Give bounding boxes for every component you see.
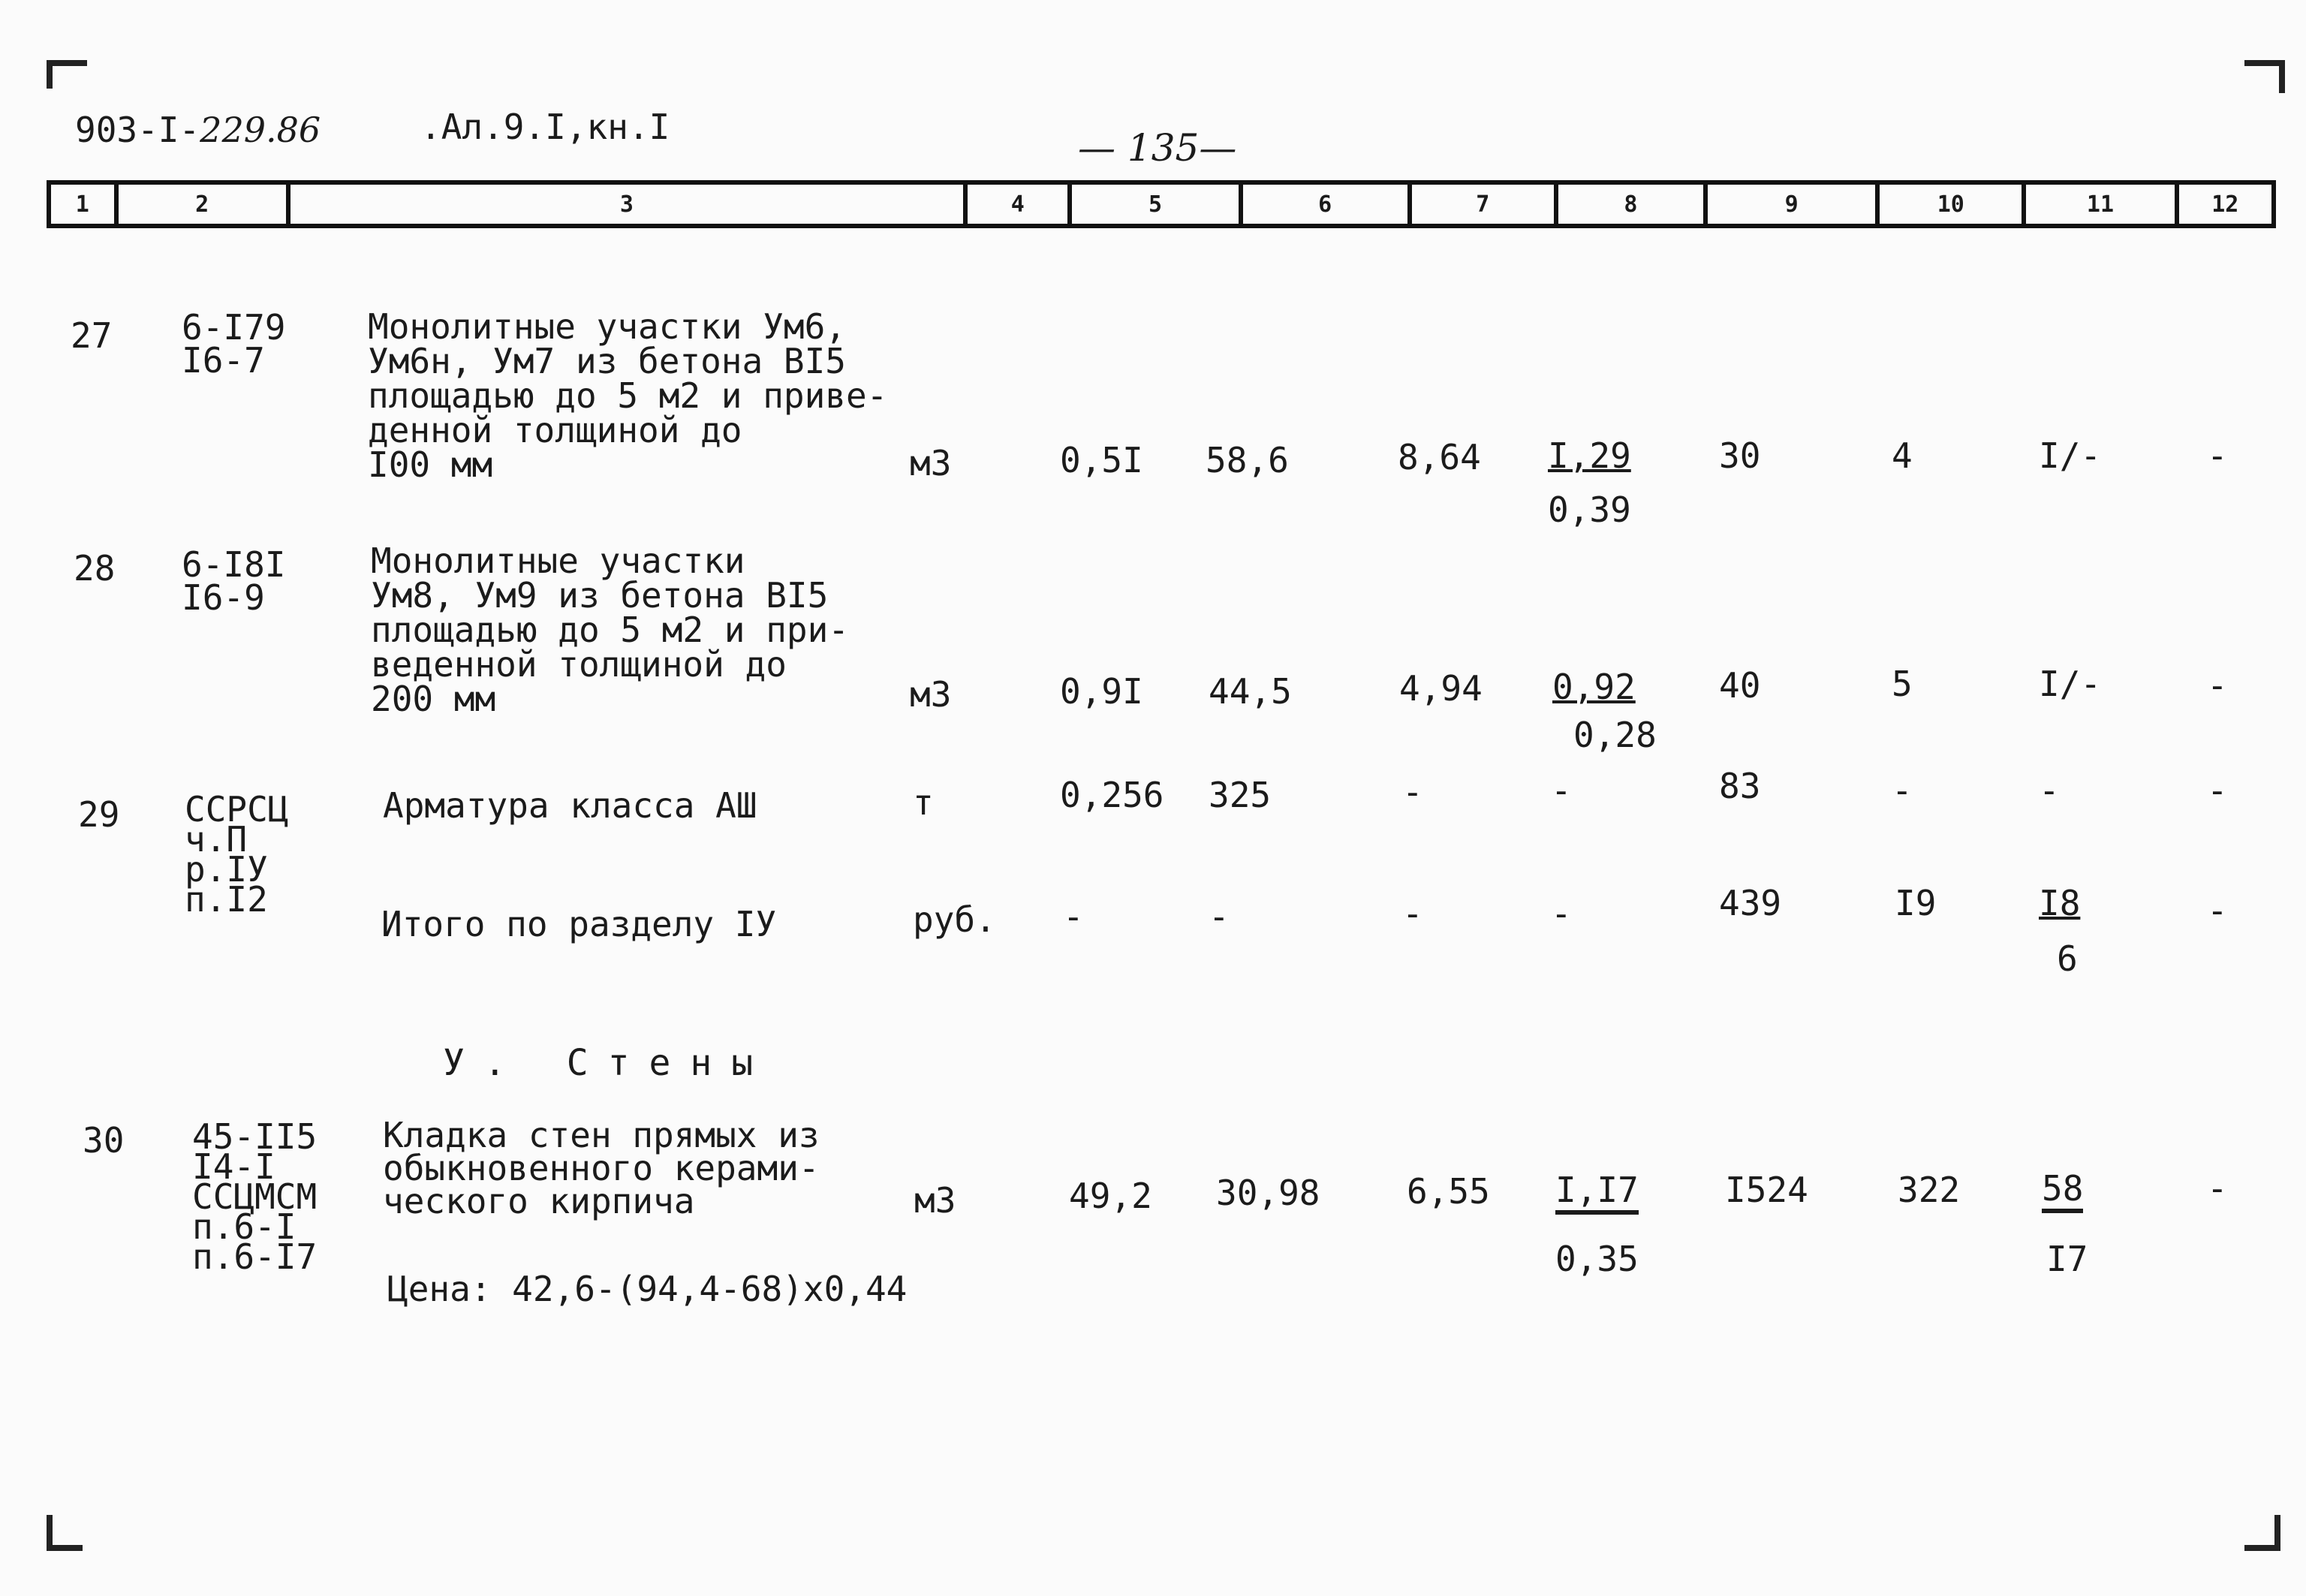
total-col12: - — [2207, 890, 2228, 931]
corner-mark-bottom-left — [47, 1515, 83, 1551]
row-code: ССРСЦ ч.П р.IУ п.I2 — [185, 789, 289, 920]
album-reference: .Ал.9.I,кн.I — [420, 107, 670, 147]
column-number: 8 — [1558, 185, 1708, 224]
row-col12: - — [2207, 435, 2228, 476]
row-quantity: 0,5I — [1060, 440, 1143, 480]
row-col8-bottom: 0,39 — [1548, 489, 1631, 530]
corner-mark-top-right — [2244, 60, 2285, 93]
row-quantity: 49,2 — [1069, 1176, 1152, 1216]
row-description: Арматура класса АШ — [383, 785, 757, 826]
row-price: 44,5 — [1209, 671, 1292, 712]
column-number: 6 — [1243, 185, 1412, 224]
row-col11-top: 58 — [2042, 1171, 2083, 1213]
page-number: — 135— — [1078, 126, 1237, 170]
section-title: У. Стены — [443, 1042, 773, 1084]
column-number: 10 — [1880, 185, 2026, 224]
total-col9: 439 — [1719, 883, 1782, 923]
column-number: 3 — [291, 185, 968, 224]
row-col11: - — [2039, 770, 2060, 811]
row-unit: м3 — [914, 1180, 956, 1221]
column-number: 4 — [968, 185, 1072, 224]
row-col11: I/- — [2039, 664, 2102, 704]
row-col9: 40 — [1719, 665, 1761, 706]
total-col7: - — [1402, 893, 1423, 934]
row-col8-top: I,29 — [1548, 435, 1631, 476]
row-col8-bottom: 0,28 — [1573, 715, 1657, 755]
total-quantity: - — [1063, 896, 1084, 937]
row-col10: 4 — [1892, 435, 1913, 476]
row-description: Монолитные участки Ум6, Ум6н, Ум7 из бетона BI5 площадью до 5 м2 и приве- денной толщиной до I00 мм — [368, 306, 888, 485]
row-col10: 322 — [1898, 1170, 1961, 1210]
row-code: 6-I8I I6-9 — [182, 544, 286, 618]
row-description: Монолитные участки Ум8, Ум9 из бетона BI5 площадью до 5 м2 и при- веденной толщиной до 200 мм — [371, 541, 849, 719]
total-price: - — [1209, 896, 1230, 937]
row-unit: м3 — [910, 674, 952, 715]
row-col9: 30 — [1719, 435, 1761, 476]
row-col7: 6,55 — [1407, 1171, 1490, 1212]
column-number: 2 — [119, 185, 291, 224]
row-col12: - — [2207, 665, 2228, 706]
row-quantity: 0,256 — [1060, 775, 1164, 815]
row-col11: I/- — [2039, 435, 2102, 476]
row-col8: - — [1551, 770, 1572, 811]
row-col7: - — [1402, 772, 1423, 812]
row-col7: 8,64 — [1398, 437, 1481, 477]
row-code: 45-II5 I4-I ССЦМСМ п.6-I п.6-I7 — [192, 1116, 318, 1277]
row-price: 58,6 — [1206, 440, 1289, 480]
row-unit: м3 — [910, 443, 952, 483]
row-number: 27 — [71, 315, 113, 356]
total-unit: руб. — [913, 899, 996, 940]
row-col12: - — [2207, 1168, 2228, 1209]
row-col9: 83 — [1719, 766, 1761, 806]
row-number: 29 — [78, 794, 120, 835]
total-col11-top: I8 — [2039, 883, 2081, 923]
corner-mark-bottom-right — [2244, 1515, 2280, 1551]
document-code — [75, 110, 321, 150]
row-col12: - — [2207, 770, 2228, 811]
column-number: 5 — [1072, 185, 1242, 224]
column-number-bar — [47, 180, 2276, 228]
column-number: 12 — [2211, 191, 2239, 218]
row-description: Кладка стен прямых из обыкновенного керами- ческого кирпича — [383, 1115, 820, 1221]
row-col11-bottom: I7 — [2046, 1239, 2088, 1279]
column-number: 1 — [51, 185, 119, 224]
row-col7: 4,94 — [1399, 668, 1483, 709]
total-label: Итого по разделу IУ — [381, 904, 777, 944]
row-unit: т — [913, 782, 934, 823]
column-number: 9 — [1708, 185, 1880, 224]
row-col10: 5 — [1892, 664, 1913, 704]
row-col8-top: I,I7 — [1555, 1173, 1639, 1215]
document-code-printed: 903-I- — [75, 110, 200, 150]
column-number: 11 — [2026, 185, 2178, 224]
document-code-handwritten: 229.86 — [200, 110, 321, 150]
total-col8: - — [1551, 893, 1572, 934]
row-number: 30 — [83, 1120, 125, 1161]
row-col9: I524 — [1725, 1170, 1808, 1210]
row-col8-top: 0,92 — [1552, 667, 1636, 707]
row-price-note: Цена: 42,6-(94,4-68)x0,44 — [387, 1269, 908, 1309]
row-code: 6-I79 I6-7 — [182, 307, 286, 381]
row-quantity: 0,9I — [1060, 671, 1143, 712]
row-col10: - — [1892, 770, 1913, 811]
total-col11-bottom: 6 — [2057, 938, 2078, 979]
row-price: 325 — [1209, 775, 1272, 815]
row-col8-bottom: 0,35 — [1555, 1239, 1639, 1279]
total-col10: I9 — [1895, 883, 1937, 923]
corner-mark-top-left — [47, 60, 87, 89]
row-number: 28 — [74, 548, 116, 589]
row-price: 30,98 — [1216, 1173, 1320, 1213]
column-number: 7 — [1412, 185, 1558, 224]
